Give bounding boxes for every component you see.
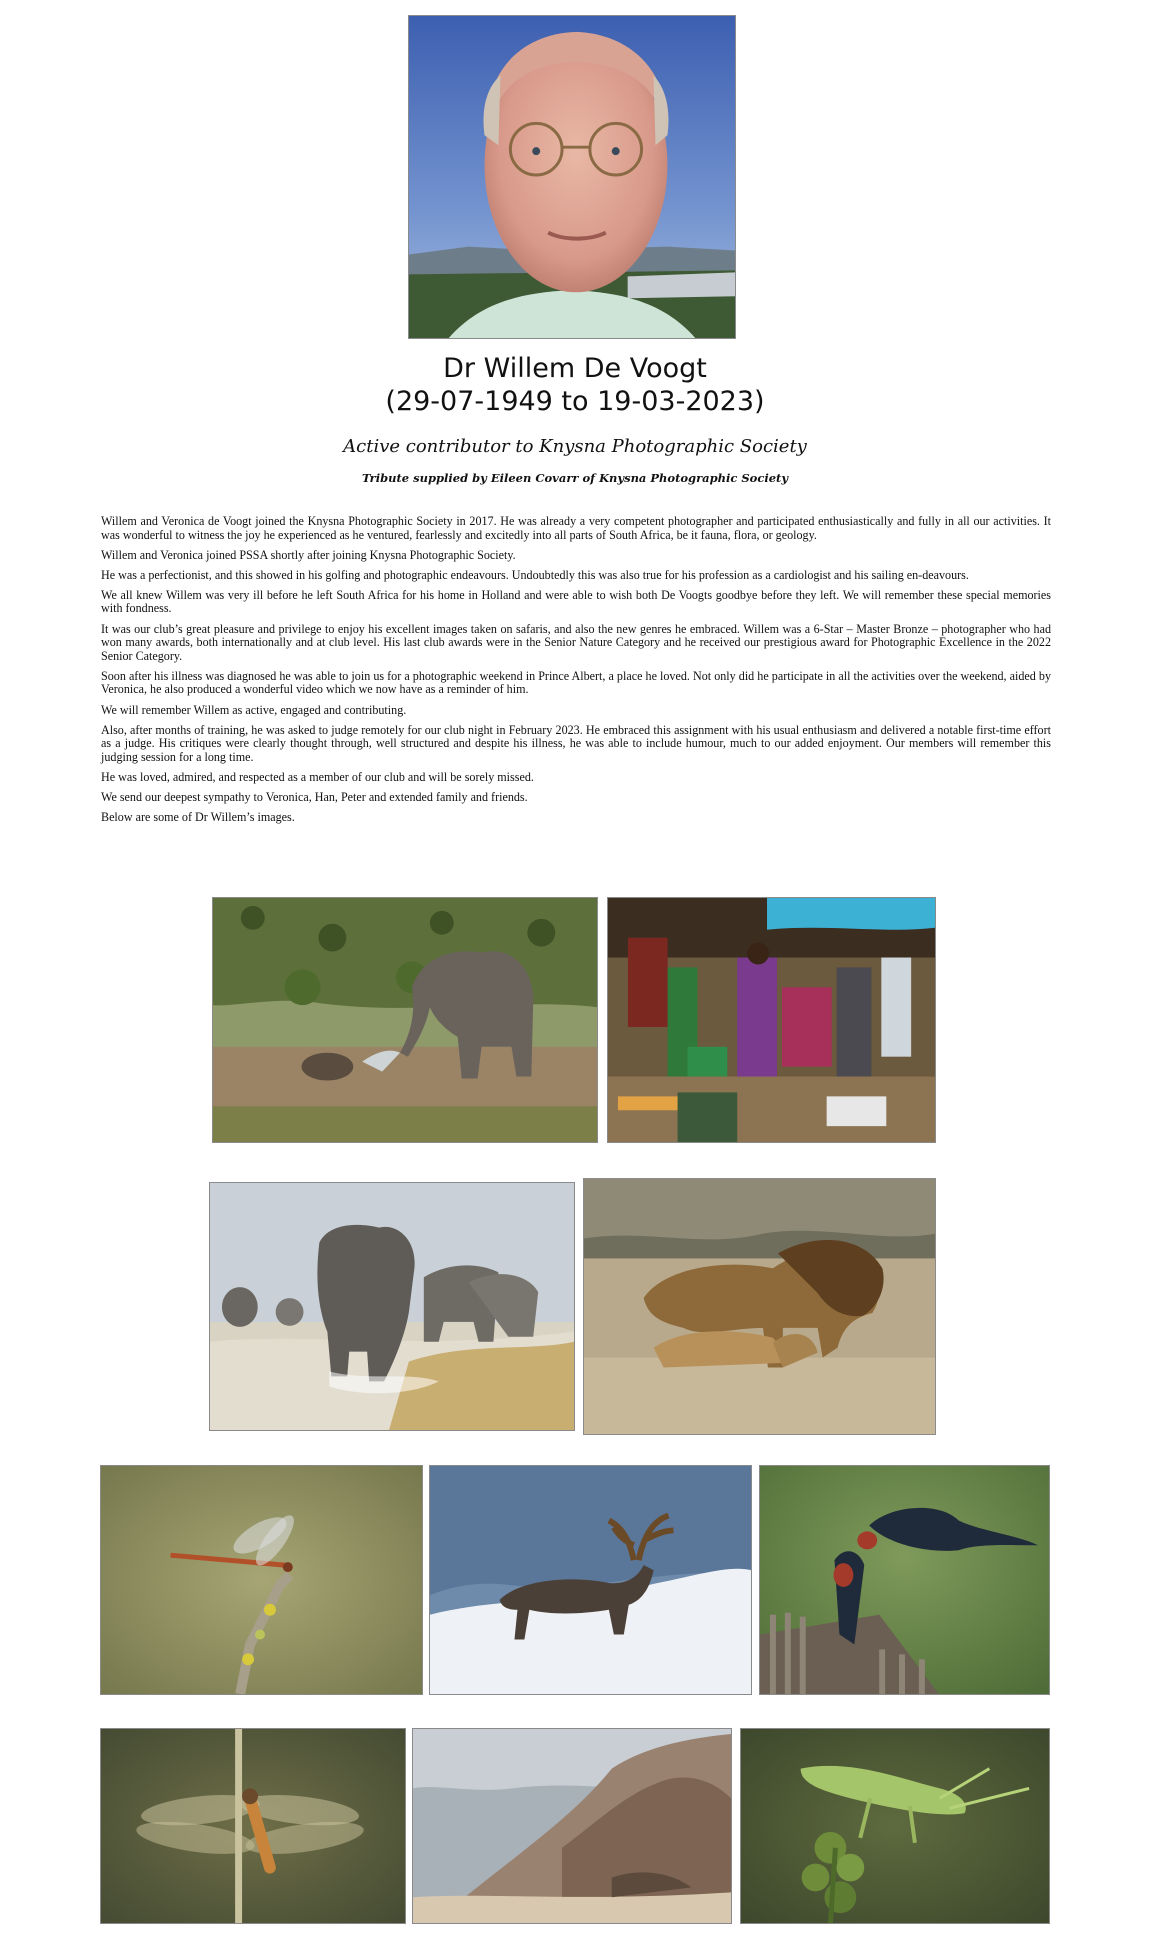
tribute-credit: Tribute supplied by Eileen Covarr of Knysna Photographic Society	[361, 471, 789, 485]
tribute-paragraph: Willem and Veronica joined PSSA shortly after joining Knysna Photographic Society.	[101, 547, 516, 562]
photo-elephant-water	[212, 897, 598, 1143]
photo-katydid	[740, 1728, 1050, 1924]
tribute-paragraph: Also, after months of training, he was asked to judge remotely for our club night in February 2023. He embraced this assignment with his usual enthusiasm and delivered a notable first-time effort as a judge. His critiques were clearly thought through, well structured and despite his illness, he was able to include humour, much to our added enjoyment. Our members will remember this judging session for a long time.	[101, 722, 1051, 764]
photo-dragonfly-reed	[100, 1728, 406, 1924]
tribute-paragraph: We will remember Willem as active, engaged and contributing.	[101, 702, 407, 717]
tribute-paragraph: We send our deepest sympathy to Veronica, Han, Peter and extended family and friends.	[101, 790, 528, 804]
portrait-photo	[408, 15, 736, 339]
tribute-paragraph: He was a perfectionist, and this showed in his golfing and photographic endeavours. Undoubtedly this was also true for his profession as a cardiologist and his sailing en-deavours.	[101, 567, 969, 582]
tribute-paragraph: Soon after his illness was diagnosed he was able to join us for a photographic weekend in Prince Albert, a place he loved. Not only did he participate in all the activities over the weekend, aided by Veronica, he also produced a wonderful video which we now have as a reminder of him.	[101, 668, 1051, 697]
tribute-paragraph: Willem and Veronica de Voogt joined the Knysna Photographic Society in 2017. He was already a very competent photographer and participated enthusiastically and fully in all our activities. It was wonderful to witness the joy he experienced as he ventured, fearlessly and excitedly into all parts of South Africa, be it fauna, flora, or geology.	[101, 514, 1051, 542]
photo-lions	[583, 1178, 936, 1435]
tribute-paragraph: He was loved, admired, and respected as a member of our club and will be sorely missed.	[101, 769, 534, 784]
person-name: Dr Willem De Voogt	[443, 353, 707, 384]
tribute-paragraph: Below are some of Dr Willem’s images.	[101, 810, 295, 825]
subtitle: Active contributor to Knysna Photographic Society	[343, 436, 807, 457]
tribute-text	[101, 515, 1051, 831]
tribute-paragraph: We all knew Willem was very ill before he left South Africa for his home in Holland and were able to wish both De Voogts goodbye before they left. We will remember these special memories with fondness.	[101, 587, 1051, 616]
photo-dragonfly-twig	[100, 1465, 423, 1695]
photo-fallow-deer	[429, 1465, 752, 1695]
photo-swallows	[759, 1465, 1050, 1695]
photo-sandstone-cliffs	[412, 1728, 732, 1924]
life-dates: (29-07-1949 to 19-03-2023)	[385, 386, 765, 417]
photo-market-scene	[607, 897, 936, 1143]
tribute-paragraph: It was our club’s great pleasure and privilege to enjoy his excellent images taken on safaris, and also the new genres he embraced. Willem was a 6-Star – Master Bronze – photographer who had won many awards, both internationally and at club level. His last club awards were in the Senior Nature Category and he received our prestigious award for Photographic Excellence in the 2022 Senior Category.	[101, 621, 1051, 663]
photo-charging-elephant	[209, 1182, 575, 1431]
